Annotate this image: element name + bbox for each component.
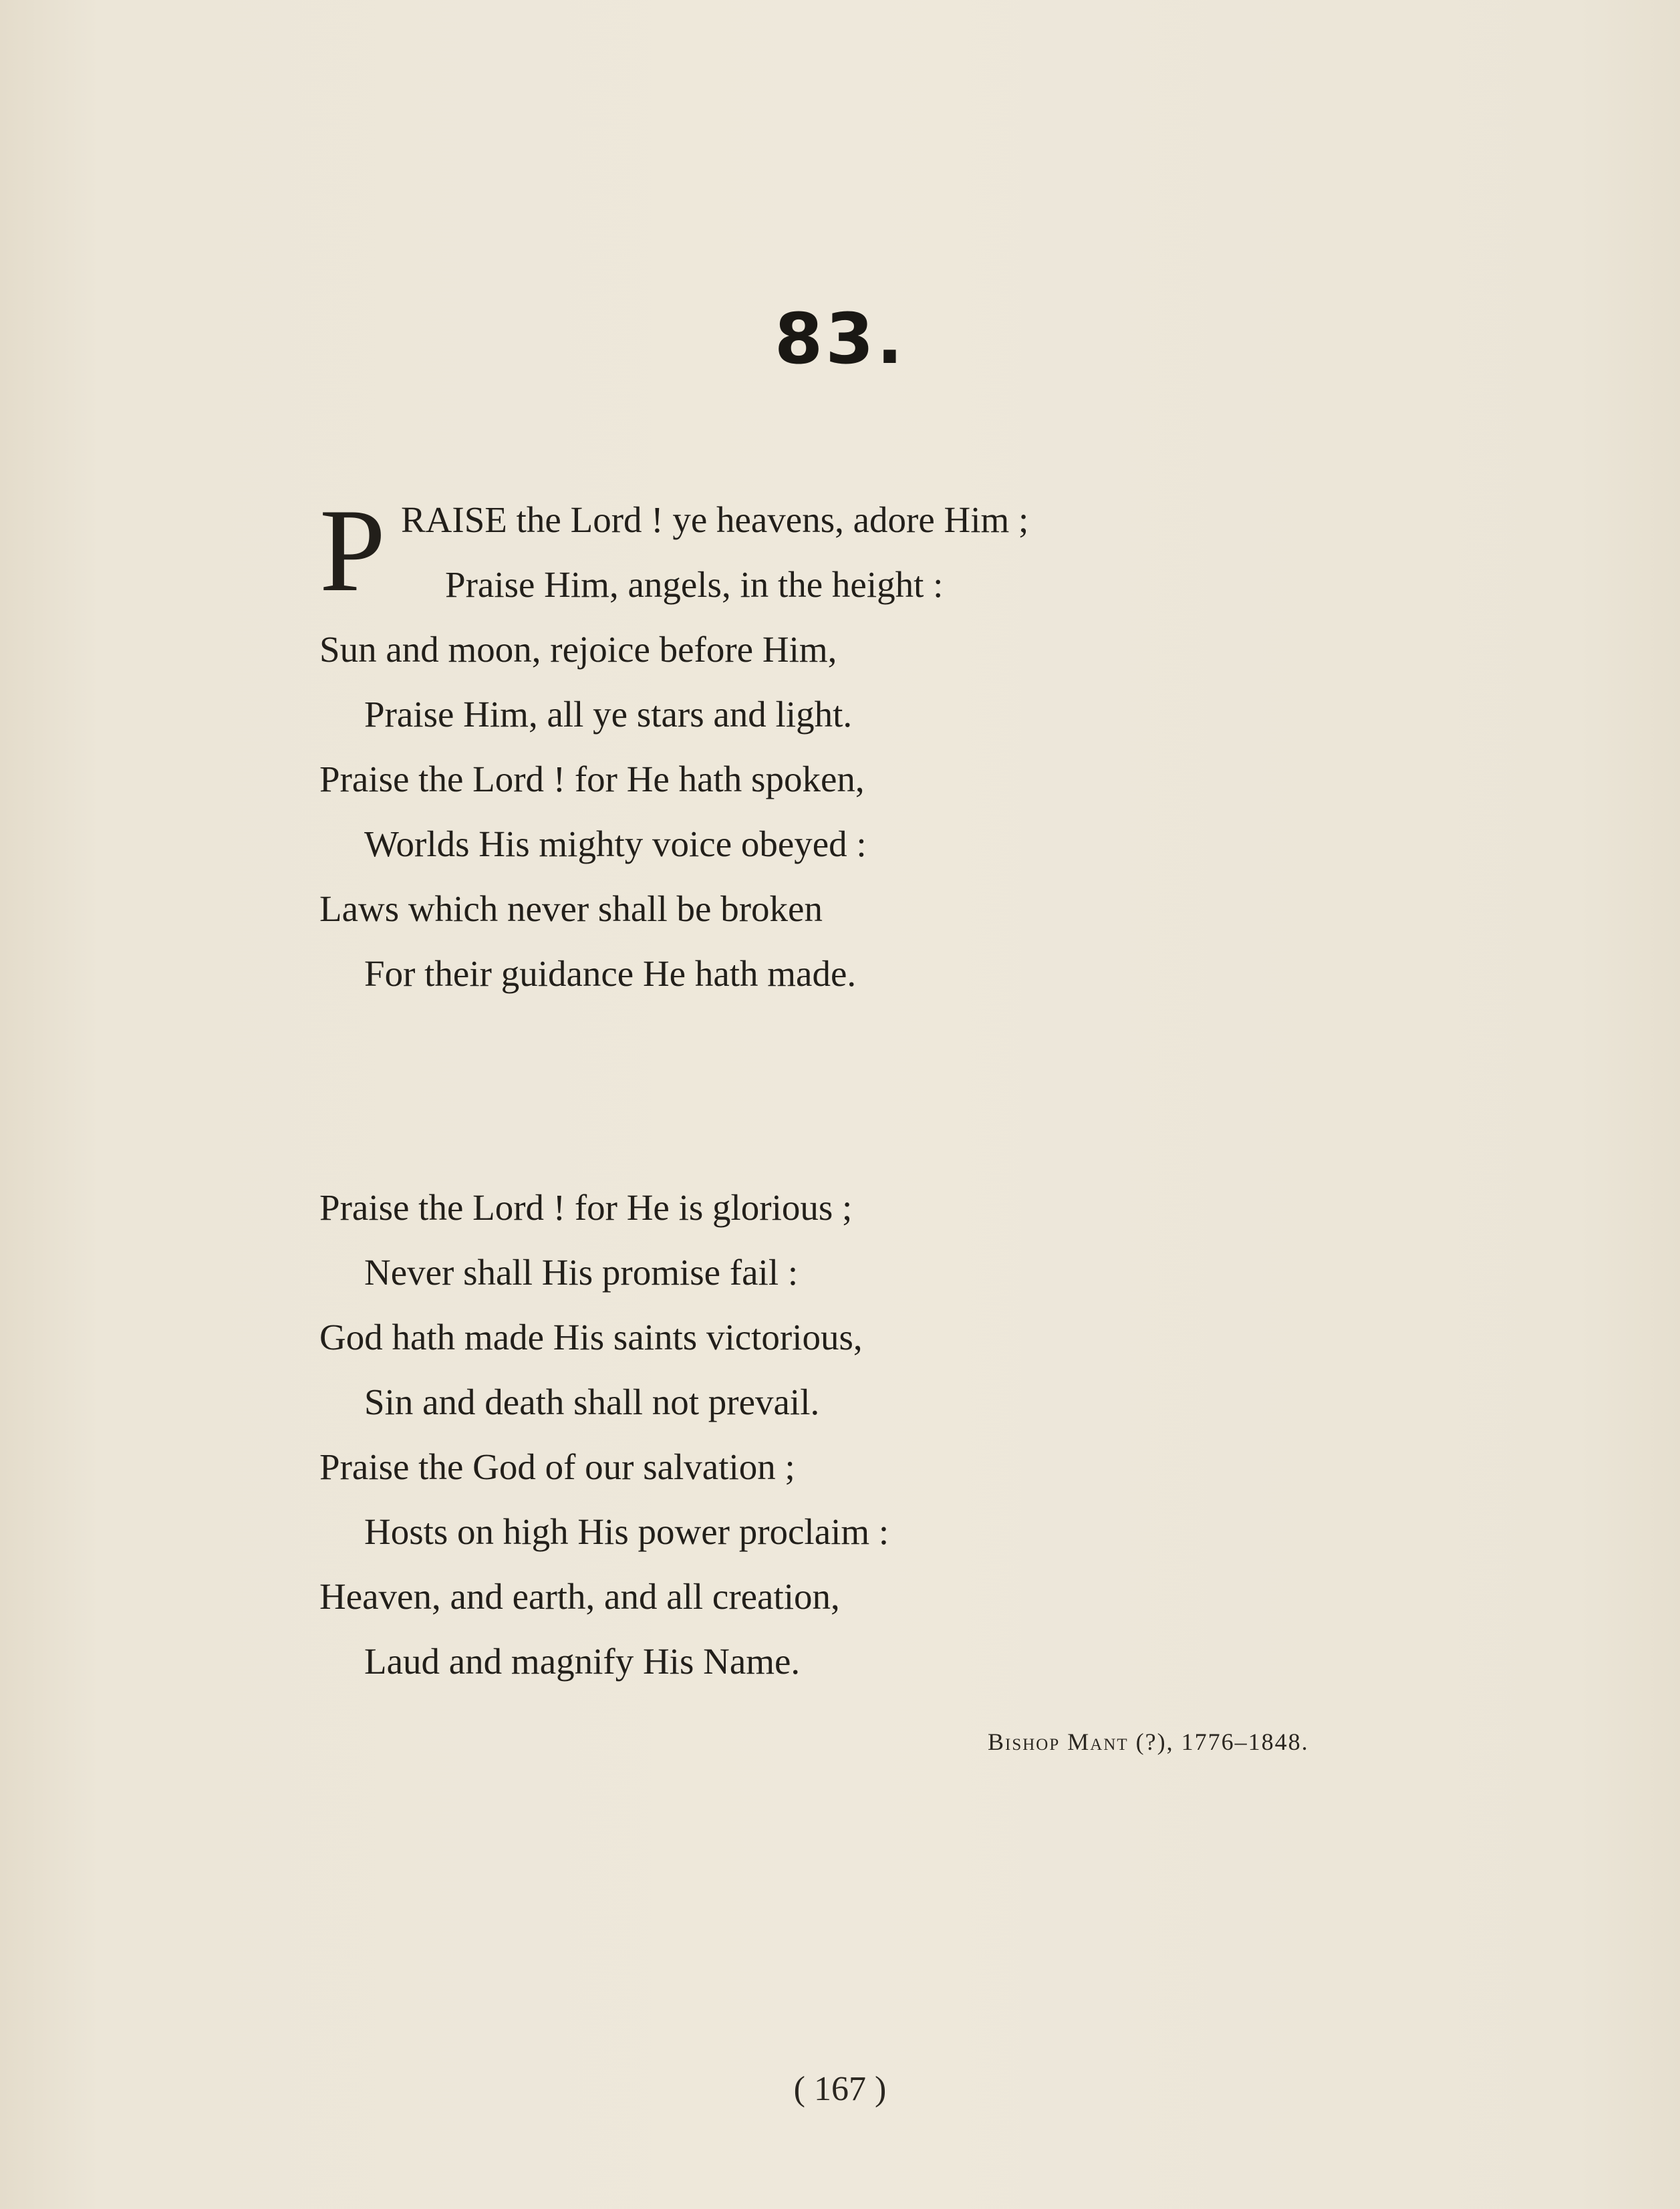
verse-line: Praise the God of our salvation ; bbox=[319, 1446, 795, 1487]
verse-line: Praise Him, all ye stars and light. bbox=[364, 694, 853, 735]
verse-line: Praise Him, angels, in the height : bbox=[445, 564, 944, 605]
verse-line: Hosts on high His power proclaim : bbox=[364, 1511, 889, 1552]
verse-line: Sin and death shall not prevail. bbox=[364, 1382, 820, 1422]
hymn-number: 83. bbox=[774, 298, 906, 380]
verse-line: RAISE the Lord ! ye heavens, adore Him ; bbox=[401, 499, 1029, 540]
verse-line: God hath made His saints victorious, bbox=[319, 1317, 863, 1357]
verse-line: For their guidance He hath made. bbox=[364, 953, 857, 994]
drop-cap: P bbox=[319, 484, 386, 616]
verse-line: Never shall His promise fail : bbox=[364, 1252, 799, 1293]
verse-line: Laud and magnify His Name. bbox=[364, 1641, 801, 1682]
verse-line: Praise the Lord ! for He is glorious ; bbox=[319, 1187, 853, 1228]
attribution: Bishop Mant (?), 1776–1848. bbox=[988, 1728, 1309, 1755]
verse-line: Heaven, and earth, and all creation, bbox=[319, 1576, 840, 1617]
verse-line: Laws which never shall be broken bbox=[319, 888, 823, 929]
page-number: ( 167 ) bbox=[793, 2070, 887, 2108]
verse-line: Sun and moon, rejoice before Him, bbox=[319, 629, 837, 670]
verse-line: Worlds His mighty voice obeyed : bbox=[364, 823, 867, 864]
verse-line: Praise the Lord ! for He hath spoken, bbox=[319, 759, 865, 799]
